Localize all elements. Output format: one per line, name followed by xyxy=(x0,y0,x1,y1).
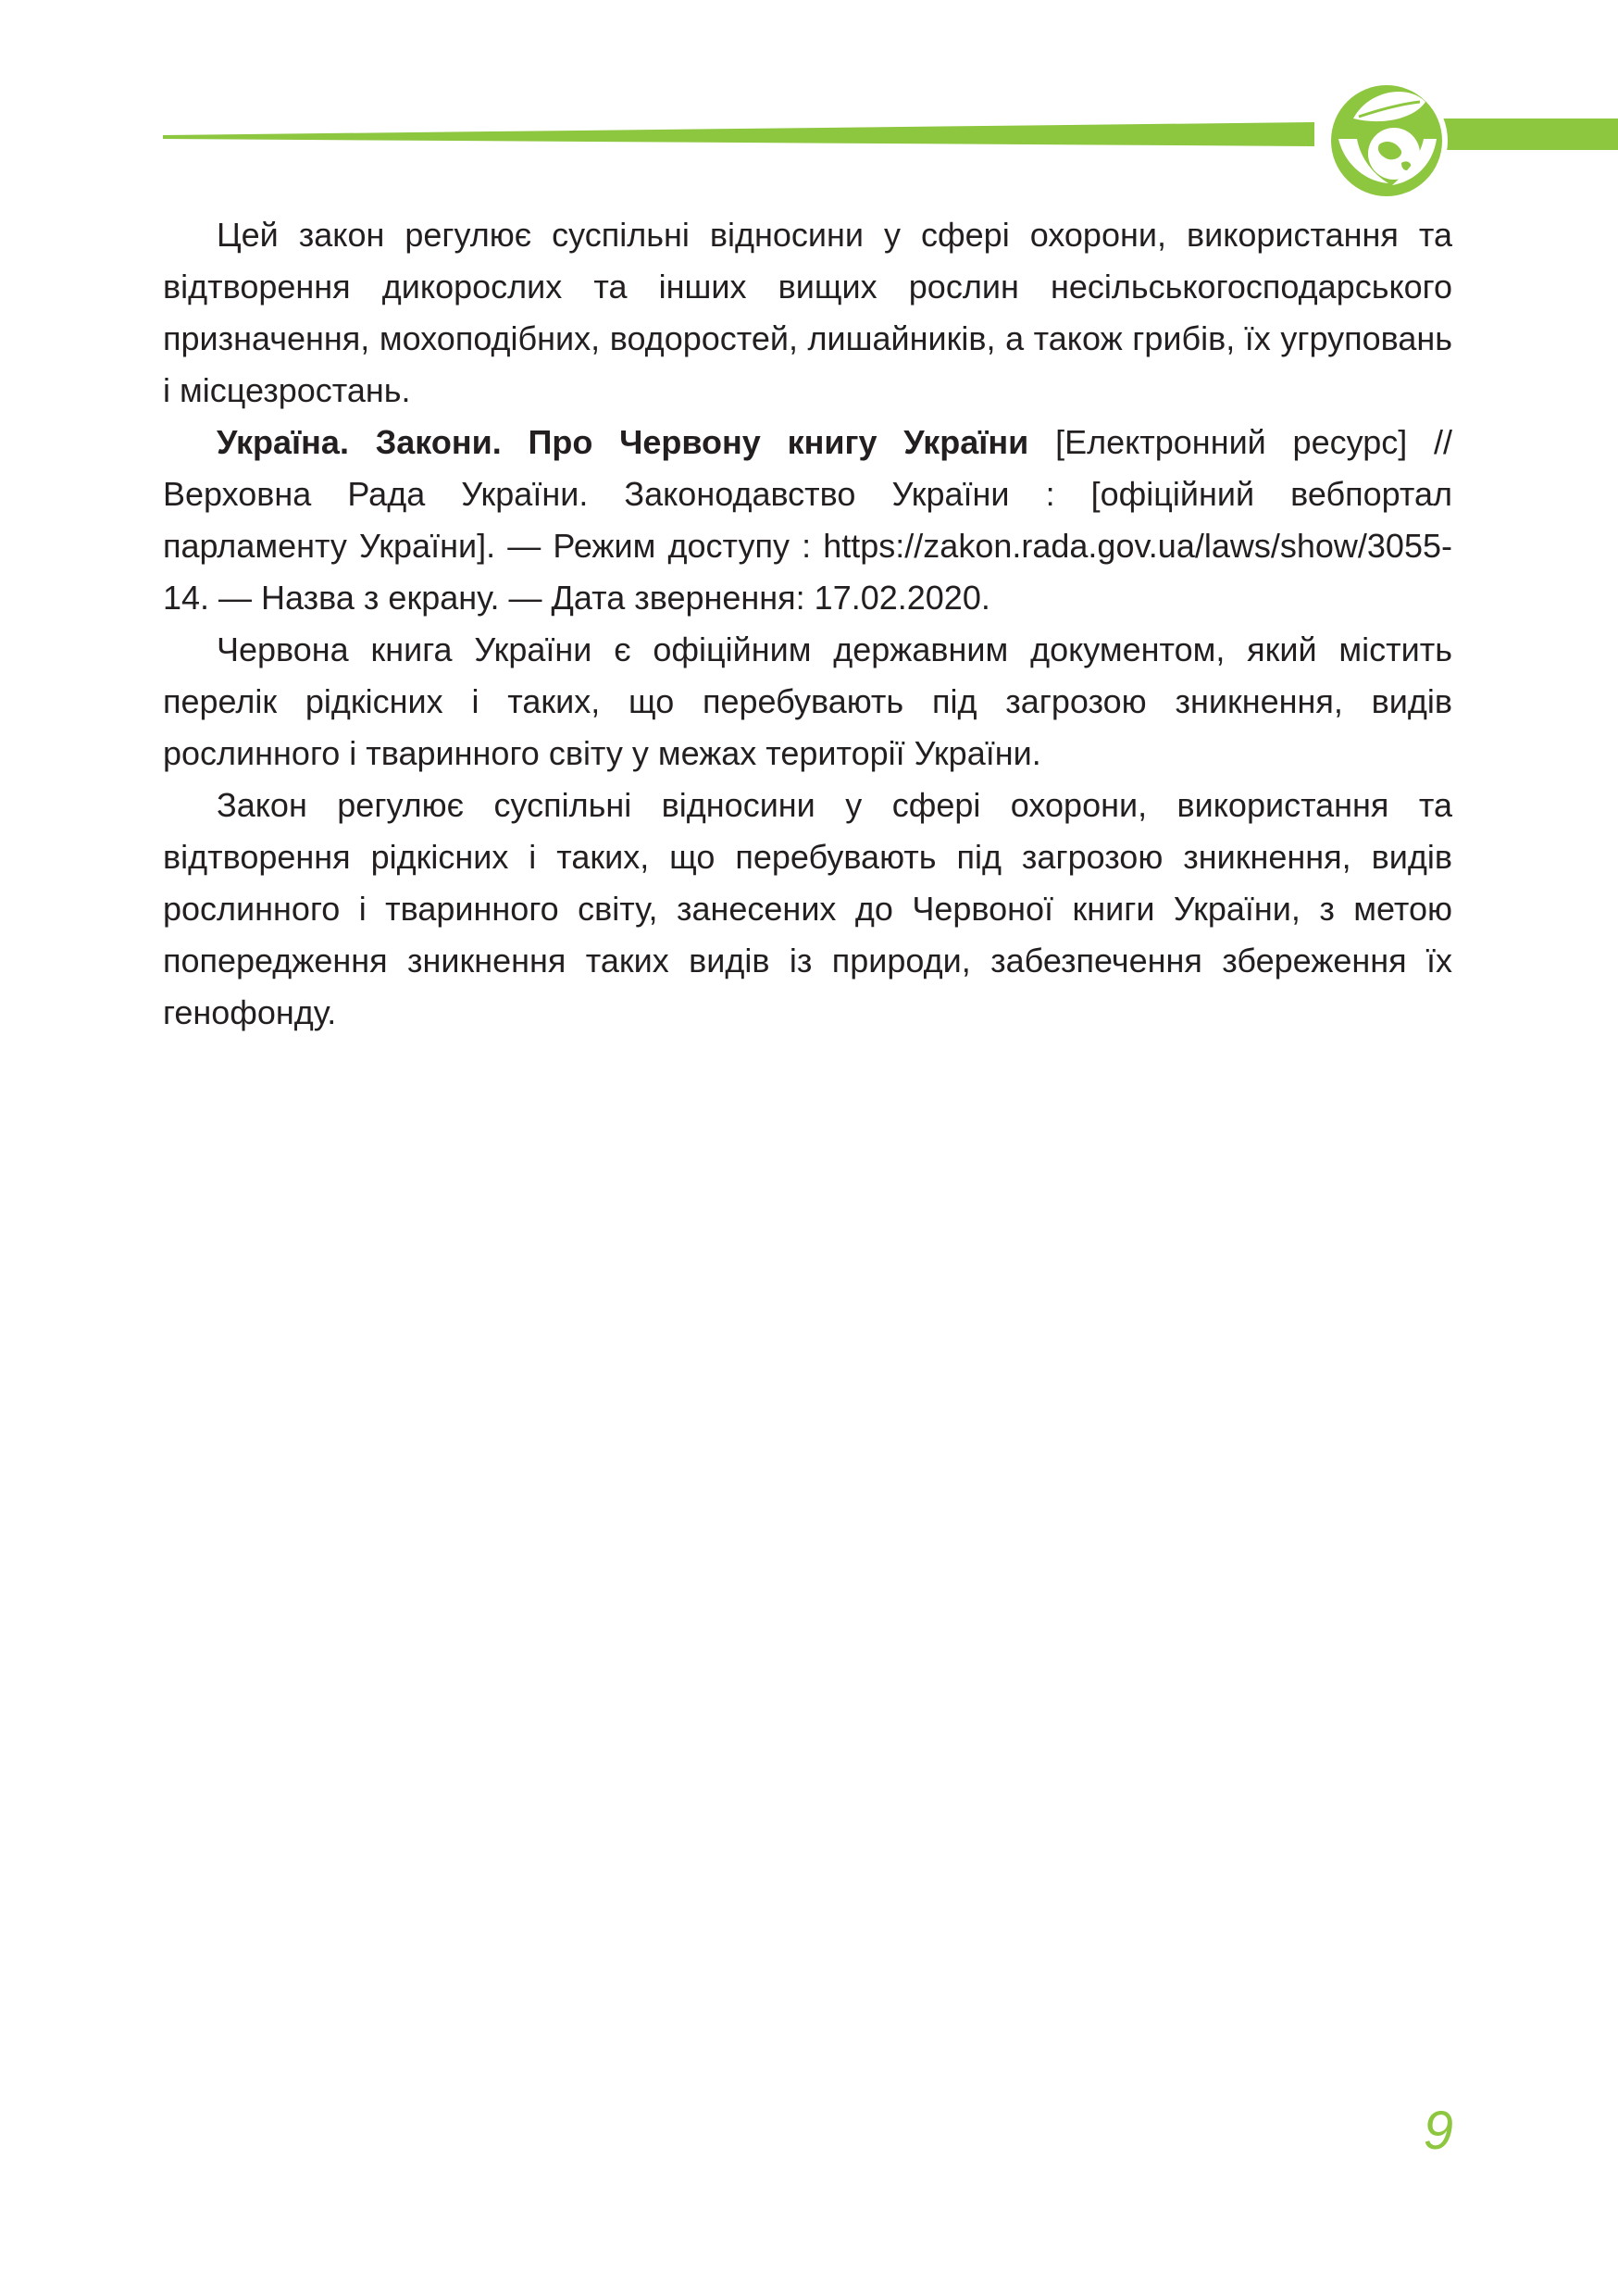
paragraph-law-flora xyxy=(163,209,1452,417)
paragraph-text: Цей закон регулює суспільні відносини у сфері охорони, використання та відтворення дикорослих та інших вищих рослин несільськогосподарського призначення, мохоподібних, водоростей, лишайників, а також грибів, їх угруповань і місцезростань. xyxy=(163,216,1452,409)
green-stripe xyxy=(163,122,1314,146)
paragraph-text: Червона книга України є офіційним державним документом, який містить перелік рідкісних і таких, що перебувають під загрозою зникнення, видів рослинного і тваринного світу у межах території України. xyxy=(163,630,1452,772)
reference-details: [Електронний ресурс] // Верховна Рада України. Законодавство України : [офіційний вебпортал парламенту України]. — Режим доступу : https://zakon.rada.gov.ua/laws/show/3055-14. — Назва з екрану. — Дата звернення: 17.02.2020. xyxy=(163,423,1452,617)
paragraph-red-book xyxy=(163,624,1452,780)
reference-title: Україна. Закони. Про Червону книгу України xyxy=(217,423,1029,461)
paragraph-law-red-book xyxy=(163,780,1452,1039)
header-decoration xyxy=(0,0,1618,204)
header-band xyxy=(0,0,1618,204)
paragraph-text: Закон регулює суспільні відносини у сфері охорони, використання та відтворення рідкісних і таких, що перебувають під загрозою зникнення, видів рослинного і тваринного світу, занесених до Червоної книги України, з метою попередження зникнення таких видів із природи, забезпечення збереження їх генофонду. xyxy=(163,786,1452,1031)
page-number: 9 xyxy=(1423,2101,1453,2161)
green-bar-right xyxy=(1442,119,1618,150)
paragraph-reference xyxy=(163,417,1452,624)
hands-globe-leaf-icon xyxy=(1326,80,1448,202)
main-content xyxy=(163,209,1452,1039)
